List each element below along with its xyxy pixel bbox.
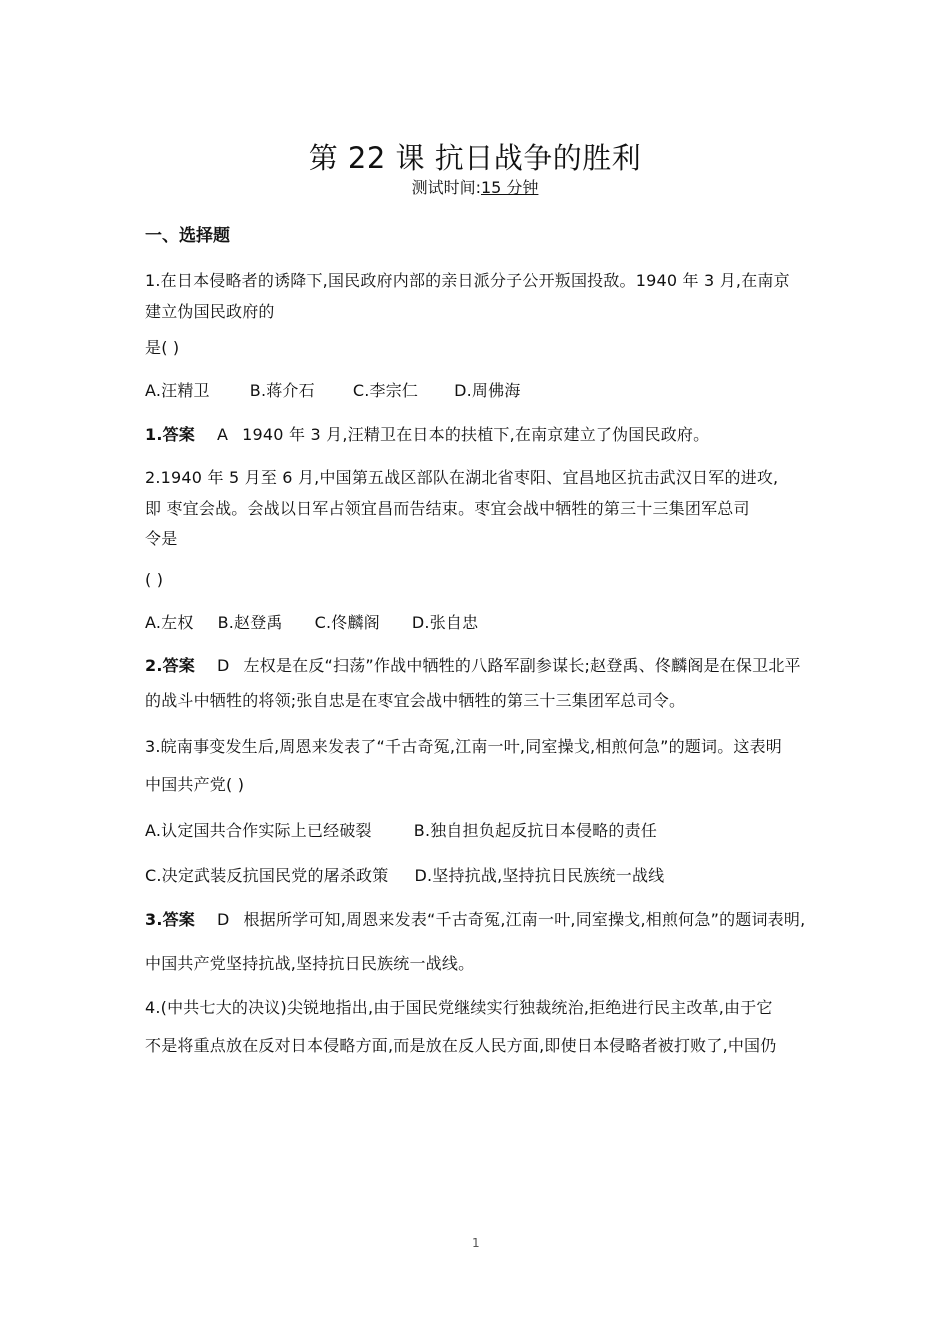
q3-option-c: C.决定武装反抗国民党的屠杀政策 [145, 866, 389, 885]
q2-stem-line4: ( ) [145, 570, 164, 589]
q4-stem-line2: 不是将重点放在反对日本侵略方面,而是放在反人民方面,即使日本侵略者被打败了,中国仍 [145, 1036, 777, 1055]
section-heading: 一、选择题 [145, 226, 230, 246]
q2-answer-text-line2: 的战斗中牺牲的将领;张自忠是在枣宜会战中牺牲的第三十三集团军总司令。 [145, 691, 686, 710]
q2-option-b: B.赵登禹 [217, 613, 283, 632]
q3-stem-line1: 3.皖南事变发生后,周恩来发表了“千古奇冤,江南一叶,同室操戈,相煎何急”的题词。这表明 [145, 737, 782, 756]
q2-option-a: A.左权 [145, 613, 194, 632]
q2-stem-line2: 即 枣宜会战。会战以日军占领宜昌而告结束。枣宜会战中牺牲的第三十三集团军总司 [145, 499, 750, 518]
q1-options [145, 380, 521, 402]
q2-answer-letter: D [217, 656, 230, 675]
q2-option-c: C.佟麟阁 [314, 613, 380, 632]
q3-option-b: B.独自担负起反抗日本侵略的责任 [413, 821, 658, 840]
q1-option-d: D.周佛海 [454, 381, 521, 400]
q3-answer-letter: D [217, 910, 230, 929]
q2-option-d: D.张自忠 [411, 613, 479, 632]
q3-option-a: A.认定国共合作实际上已经破裂 [145, 821, 372, 840]
q3-answer-text-line2: 中国共产党坚持抗战,坚持抗日民族统一战线。 [145, 954, 475, 973]
q1-answer-letter: A [217, 425, 229, 444]
q2-stem-line3: 令是 [145, 529, 178, 548]
q1-stem-line1: 1.在日本侵略者的诱降下,国民政府内部的亲日派分子公开叛国投敌。1940 年 3 月,在南京 [145, 271, 790, 290]
q2-options [145, 612, 478, 634]
q1-option-c: C.李宗仁 [352, 381, 419, 400]
q3-option-d: D.坚持抗战,坚持抗日民族统一战线 [414, 866, 665, 885]
q1-answer-text: 1940 年 3 月,汪精卫在日本的扶植下,在南京建立了伪国民政府。 [242, 425, 710, 444]
q3-answer-label: 3.答案 [145, 910, 196, 929]
q2-answer [145, 655, 801, 677]
q1-option-a: A.汪精卫 [145, 381, 210, 400]
page-number: 1 [472, 1236, 480, 1250]
q1-stem-line3: 是( ) [145, 338, 180, 357]
test-time-label: 测试时间: [411, 178, 481, 197]
q2-stem-line1: 2.1940 年 5 月至 6 月,中国第五战区部队在湖北省枣阳、宜昌地区抗击武汉日军的进攻, [145, 468, 779, 487]
q1-option-b: B.蒋介石 [249, 381, 315, 400]
q3-options-row2 [145, 865, 664, 887]
q1-answer-label: 1.答案 [145, 425, 196, 444]
test-time [0, 177, 950, 199]
q2-answer-label: 2.答案 [145, 656, 196, 675]
q1-stem-line2: 建立伪国民政府的 [145, 302, 275, 321]
q1-answer [145, 424, 709, 446]
test-time-value: 15 分钟 [480, 178, 539, 197]
q2-answer-text-line1: 左权是在反“扫荡”作战中牺牲的八路军副参谋长;赵登禹、佟麟阁是在保卫北平 [243, 656, 801, 675]
q3-stem-line2: 中国共产党( ) [145, 775, 245, 794]
q3-answer [145, 909, 805, 931]
q4-stem-line1: 4.(中共七大的决议)尖锐地指出,由于国民党继续实行独裁统治,拒绝进行民主改革,由于它 [145, 998, 773, 1017]
q3-options-row1 [145, 820, 657, 842]
q3-answer-text-line1: 根据所学可知,周恩来发表“千古奇冤,江南一叶,同室操戈,相煎何急”的题词表明, [243, 910, 806, 929]
page-title: 第 22 课 抗日战争的胜利 [308, 141, 642, 175]
